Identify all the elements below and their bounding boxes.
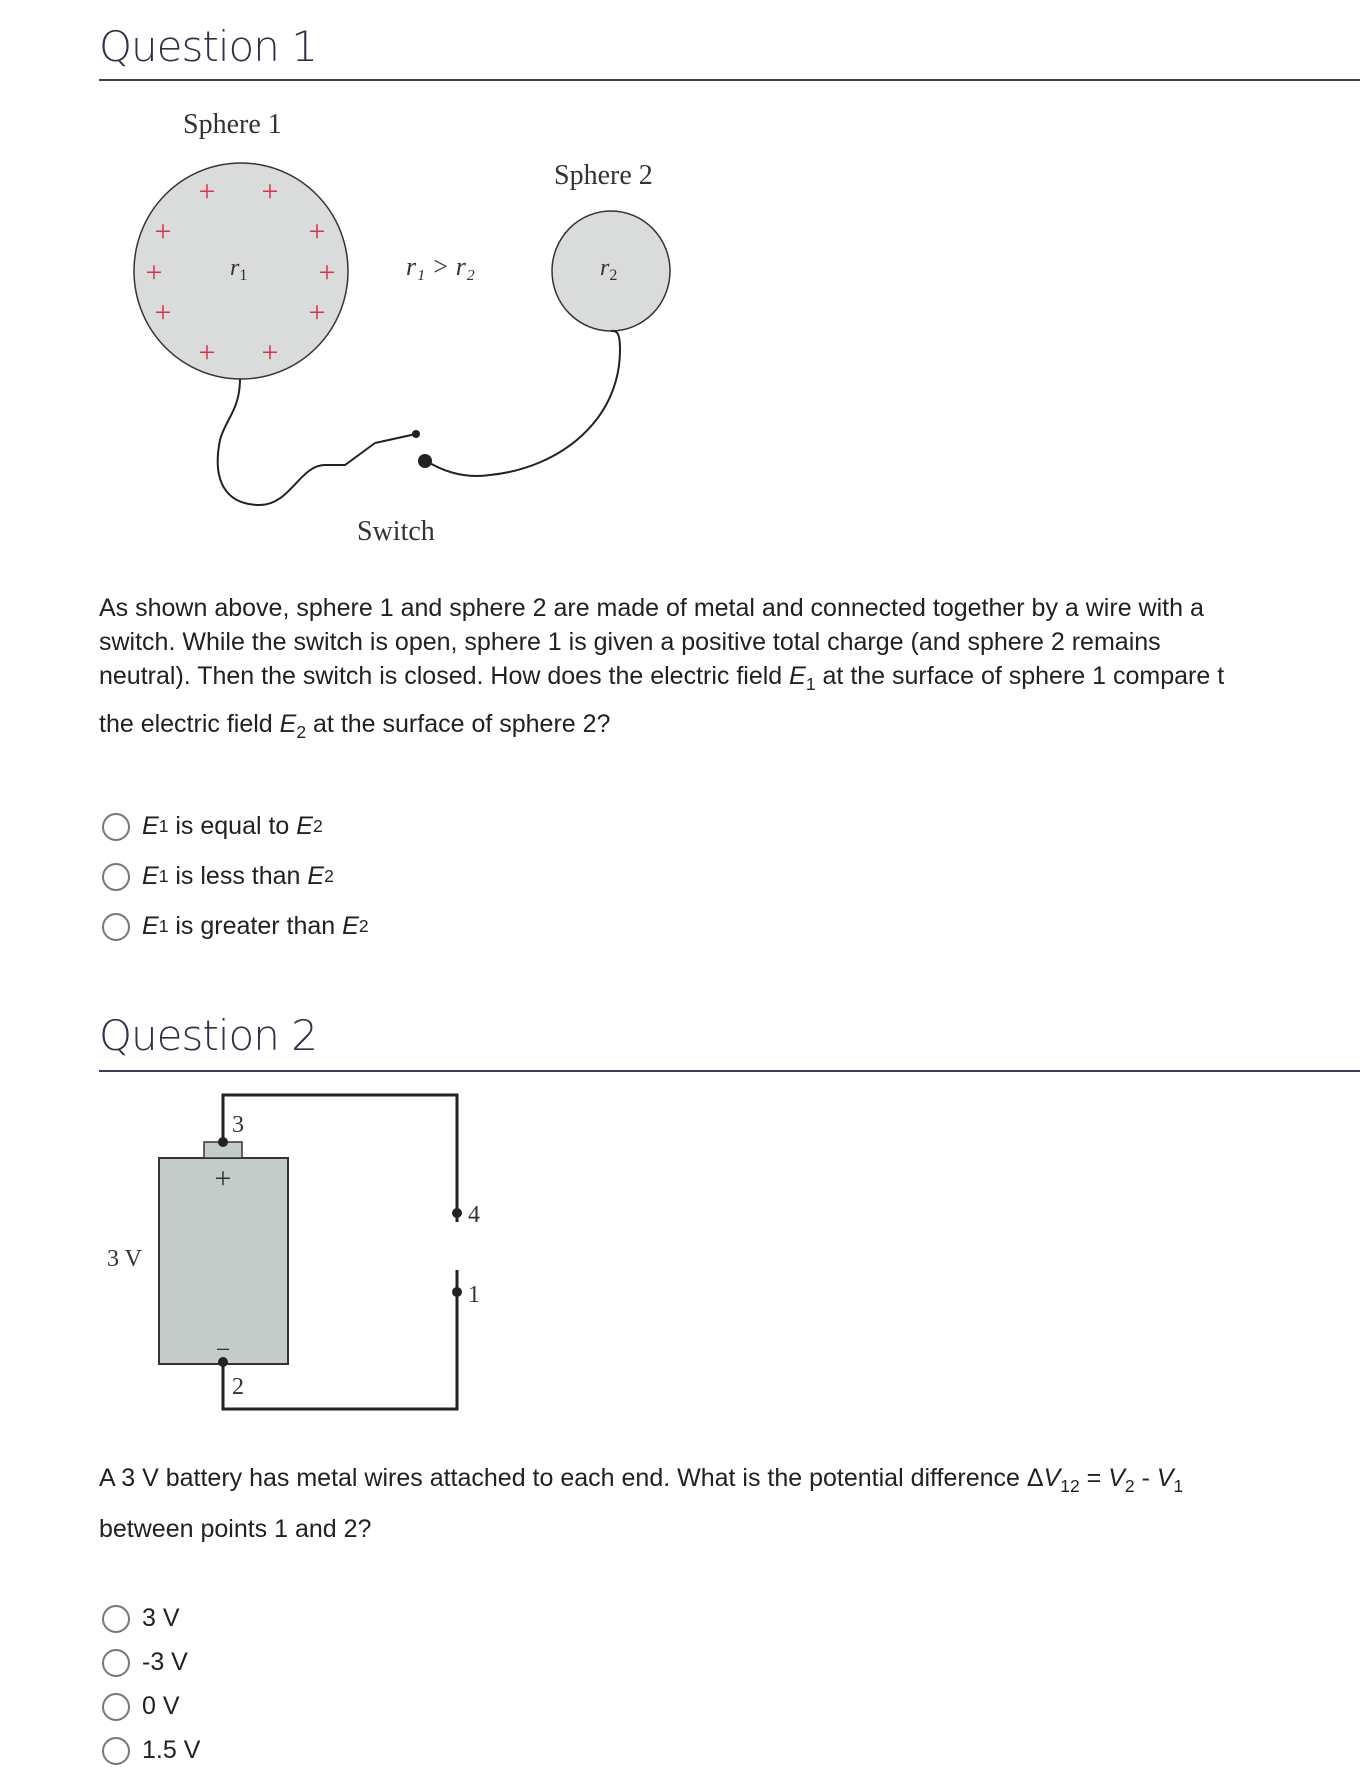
label-1: 1 [468, 1282, 480, 1308]
wire-1 [218, 379, 375, 505]
radio-button[interactable] [102, 1693, 130, 1721]
radius-relation: r₁ > r₂ [406, 252, 475, 281]
q2-option-4[interactable]: 1.5 V [102, 1736, 200, 1765]
question-2-text: A 3 V battery has metal wires attached to each end. What is the potential difference $\Delta V_{12} = V_2 - V_1$ between points 1 and 2? [99, 1464, 1184, 1543]
r2-label: $r_2$ [600, 255, 618, 284]
question-2-title: Question 2 [99, 1011, 317, 1060]
svg-text:+: + [154, 215, 172, 248]
switch-contact [418, 454, 432, 468]
svg-text:+: + [261, 336, 279, 369]
question-1-text: As shown above, sphere 1 and sphere 2 are made of metal and connected together by a wire with a switch. While the switch is open, sphere 1 is given a positive total charge (and sphere 2 remains neutral). Then the switch is closed. How does the electric field $E_1$ at the surface of sphere 1 compare t the electric field $E_2$ at the surface of sphere 2? [99, 594, 1225, 742]
switch-label: Switch [357, 516, 435, 547]
svg-text:+: + [261, 175, 279, 208]
divider [99, 1070, 1360, 1072]
plus-sign: + [214, 1162, 232, 1195]
minus-sign: − [215, 1335, 231, 1364]
sphere1-label: Sphere 1 [183, 109, 282, 140]
svg-text:+: + [198, 175, 216, 208]
radio-button[interactable] [102, 1605, 130, 1633]
label-3: 3 [232, 1112, 244, 1138]
q2-option-2[interactable]: -3 V [102, 1648, 188, 1677]
svg-text:+: + [154, 296, 172, 329]
question-1-title: Question 1 [99, 22, 317, 71]
q2-option-1[interactable]: 3 V [102, 1604, 180, 1633]
divider [99, 79, 1360, 81]
radio-button[interactable] [102, 813, 130, 841]
label-4: 4 [468, 1202, 480, 1228]
sphere2-label: Sphere 2 [554, 160, 653, 191]
svg-text:+: + [198, 336, 216, 369]
q1-option-3[interactable]: E 1 is greater than E 2 [102, 912, 369, 941]
wire-2 [428, 331, 620, 476]
label-2: 2 [232, 1374, 244, 1400]
q1-option-2[interactable]: E 1 is less than E 2 [102, 862, 334, 891]
svg-text:+: + [308, 296, 326, 329]
point-4 [452, 1208, 462, 1218]
radio-button[interactable] [102, 1737, 130, 1765]
switch-lever [375, 434, 416, 443]
radio-button[interactable] [102, 863, 130, 891]
point-1 [452, 1287, 462, 1297]
q2-option-3[interactable]: 0 V [102, 1692, 180, 1721]
r1-label: $r_1$ [230, 255, 248, 284]
q1-option-1[interactable]: E 1 is equal to E 2 [102, 812, 323, 841]
svg-text:+: + [318, 256, 336, 289]
battery-voltage: 3 V [107, 1246, 142, 1272]
spheres-diagram [0, 90, 760, 570]
svg-text:+: + [308, 215, 326, 248]
radio-button[interactable] [102, 1649, 130, 1677]
radio-button[interactable] [102, 913, 130, 941]
circuit-diagram [0, 1080, 520, 1420]
svg-text:+: + [145, 256, 163, 289]
